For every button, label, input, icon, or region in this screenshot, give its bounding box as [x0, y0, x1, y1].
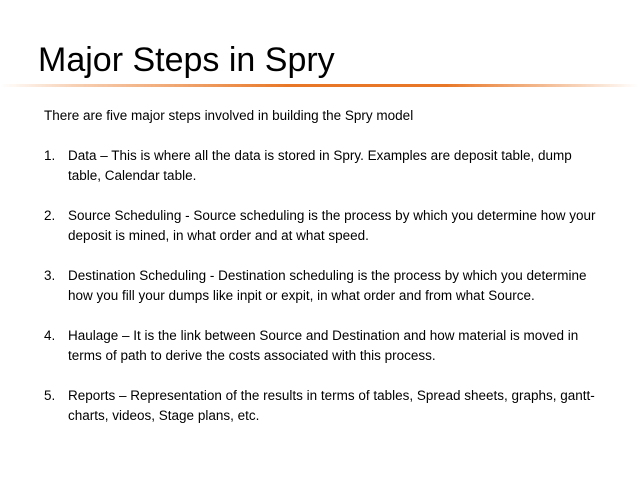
slide-title: Major Steps in Spry — [38, 41, 335, 79]
step-item-data — [44, 146, 604, 186]
step-item-reports — [44, 386, 604, 426]
step-item-haulage — [44, 326, 604, 366]
step-text: Haulage – It is the link between Source and Destination and how material is moved in terms of path to derive the costs associated with this process. — [68, 328, 579, 363]
step-text: Destination Scheduling - Destination scheduling is the process by which you determine how you fill your dumps like inpit or expit, in what order and from what Source. — [68, 268, 587, 303]
intro-text: There are five major steps involved in building the Spry model — [44, 108, 414, 123]
step-text: Reports – Representation of the results in terms of tables, Spread sheets, graphs, gantt-charts, videos, Stage plans, etc. — [68, 388, 595, 423]
steps-list — [44, 146, 604, 426]
step-number: 2. — [44, 208, 56, 223]
step-item-destination-scheduling — [44, 266, 604, 306]
step-number: 3. — [44, 268, 56, 283]
title-underline — [0, 84, 638, 87]
slide-body — [44, 106, 604, 426]
step-number: 1. — [44, 148, 56, 163]
step-text: Source Scheduling - Source scheduling is the process by which you determine how your deposit is mined, in what order and at what speed. — [68, 208, 596, 243]
step-item-source-scheduling — [44, 206, 604, 246]
step-number: 4. — [44, 328, 56, 343]
step-number: 5. — [44, 388, 56, 403]
step-text: Data – This is where all the data is stored in Spry. Examples are deposit table, dump table, Calendar table. — [68, 148, 572, 183]
